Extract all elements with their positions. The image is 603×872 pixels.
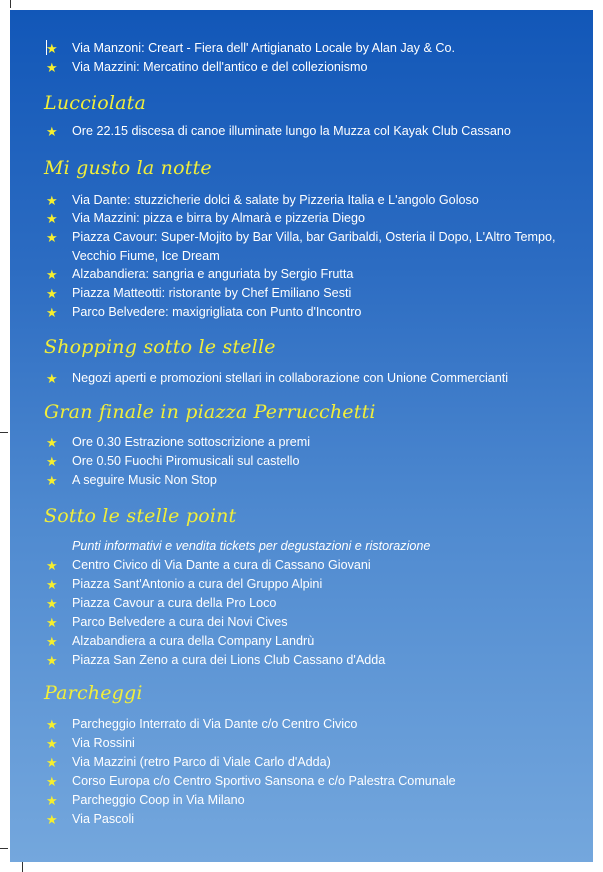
list-item-text: Piazza Cavour: Super-Mojito by Bar Villa, bar Garibaldi, Osteria il Dopo, L'Altro Tempo, Vecchio Fiume, Ice Dream [72, 230, 556, 263]
list-item-text: Via Dante: stuzzicherie dolci & salate by Pizzeria Italia e L'angolo Goloso [72, 193, 479, 207]
star-icon: ★ [46, 717, 58, 732]
section-heading-sotto-le-stelle-point: Sotto le stelle point [44, 505, 237, 527]
crop-mark [0, 432, 8, 433]
list-item [46, 810, 576, 829]
star-icon: ★ [46, 193, 58, 208]
list-item [46, 613, 576, 632]
list-item [46, 772, 576, 791]
list-item-text: Alzabandiera a cura della Company Landrù [72, 634, 315, 648]
list-item-text: Via Pascoli [72, 812, 135, 826]
list-item-text: Piazza Matteotti: ristorante by Chef Emiliano Sesti [72, 286, 352, 300]
list-item [46, 734, 576, 753]
star-icon: ★ [46, 615, 58, 630]
list-item-text: Corso Europa c/o Centro Sportivo Sansona e c/o Palestra Comunale [72, 774, 456, 788]
subtitle-text: Punti informativi e vendita tickets per degustazioni e ristorazione [72, 539, 431, 553]
star-icon: ★ [46, 755, 58, 770]
list-item-text: Parcheggio Coop in Via Milano [72, 793, 245, 807]
list-item [46, 265, 576, 284]
list-item-text: Parco Belvedere a cura dei Novi Cives [72, 615, 288, 629]
list-item [46, 209, 576, 228]
star-icon: ★ [46, 435, 58, 450]
star-icon: ★ [46, 774, 58, 789]
list-item [46, 791, 576, 810]
star-icon: ★ [46, 596, 58, 611]
list-item-text: Alzabandiera: sangria e anguriata by Sergio Frutta [72, 267, 354, 281]
crop-mark [10, 0, 11, 8]
list-item [46, 369, 576, 388]
list-item-text: Piazza Sant'Antonio a cura del Gruppo Alpini [72, 577, 323, 591]
list-item-text: Via Manzoni: Creart - Fiera dell' Artigianato Locale by Alan Jay & Co. [72, 41, 455, 55]
list-item [46, 58, 576, 77]
list-item [46, 715, 576, 734]
section-heading-lucciolata: Lucciolata [44, 92, 147, 114]
star-icon: ★ [46, 454, 58, 469]
star-icon: ★ [46, 653, 58, 668]
list-item [46, 471, 576, 490]
list-item [46, 303, 576, 322]
list-item [46, 284, 576, 303]
star-icon: ★ [46, 230, 58, 245]
list-item [46, 433, 576, 452]
star-icon: ★ [46, 286, 58, 301]
list-item-text: Negozi aperti e promozioni stellari in collaborazione con Unione Commercianti [72, 371, 509, 385]
list-item [46, 651, 576, 670]
list-item-text: Via Rossini [72, 736, 135, 750]
star-icon: ★ [46, 577, 58, 592]
list-item [46, 228, 576, 266]
star-icon: ★ [46, 41, 58, 56]
section-heading-gran-finale-in-piazza-perrucchetti: Gran finale in piazza Perrucchetti [44, 401, 376, 423]
list-item-text: Centro Civico di Via Dante a cura di Cassano Giovani [72, 558, 371, 572]
star-icon: ★ [46, 558, 58, 573]
list-item-text: Ore 0.50 Fuochi Piromusicali sul castello [72, 454, 300, 468]
list-item-text: Parcheggio Interrato di Via Dante c/o Centro Civico [72, 717, 358, 731]
star-icon: ★ [46, 267, 58, 282]
list-item [46, 191, 576, 210]
list-item-text: Piazza San Zeno a cura dei Lions Club Cassano d'Adda [72, 653, 386, 667]
list-item [46, 452, 576, 471]
star-icon: ★ [46, 60, 58, 75]
star-icon: ★ [46, 211, 58, 226]
flyer-page [10, 10, 593, 862]
list-item-text: Via Mazzini (retro Parco di Viale Carlo d'Adda) [72, 755, 331, 769]
section-subtitle [46, 537, 576, 556]
list-item [46, 632, 576, 651]
list-item-text: Piazza Cavour a cura della Pro Loco [72, 596, 277, 610]
list-item-text: Via Mazzini: Mercatino dell'antico e del collezionismo [72, 60, 368, 74]
star-icon: ★ [46, 812, 58, 827]
list-item-text: Parco Belvedere: maxigrigliata con Punto d'Incontro [72, 305, 362, 319]
list-item-text: Ore 22.15 discesa di canoe illuminate lungo la Muzza col Kayak Club Cassano [72, 124, 511, 138]
list-item [46, 594, 576, 613]
list-item [46, 39, 576, 58]
list-item [46, 556, 576, 575]
section-heading-parcheggi: Parcheggi [44, 682, 143, 704]
star-icon: ★ [46, 634, 58, 649]
star-icon: ★ [46, 473, 58, 488]
star-icon: ★ [46, 371, 58, 386]
section-heading-shopping-sotto-le-stelle: Shopping sotto le stelle [44, 336, 276, 358]
star-icon: ★ [46, 305, 58, 320]
star-icon: ★ [46, 736, 58, 751]
star-icon: ★ [46, 793, 58, 808]
crop-mark [0, 848, 8, 849]
list-item [46, 575, 576, 594]
list-item [46, 753, 576, 772]
list-item-text: Via Mazzini: pizza e birra by Almarà e pizzeria Diego [72, 211, 366, 225]
list-item-text: Ore 0.30 Estrazione sottoscrizione a premi [72, 435, 310, 449]
section-heading-mi-gusto-la-notte: Mi gusto la notte [44, 157, 212, 179]
star-icon: ★ [46, 124, 58, 139]
list-item [46, 122, 576, 141]
list-item-text: A seguire Music Non Stop [72, 473, 217, 487]
